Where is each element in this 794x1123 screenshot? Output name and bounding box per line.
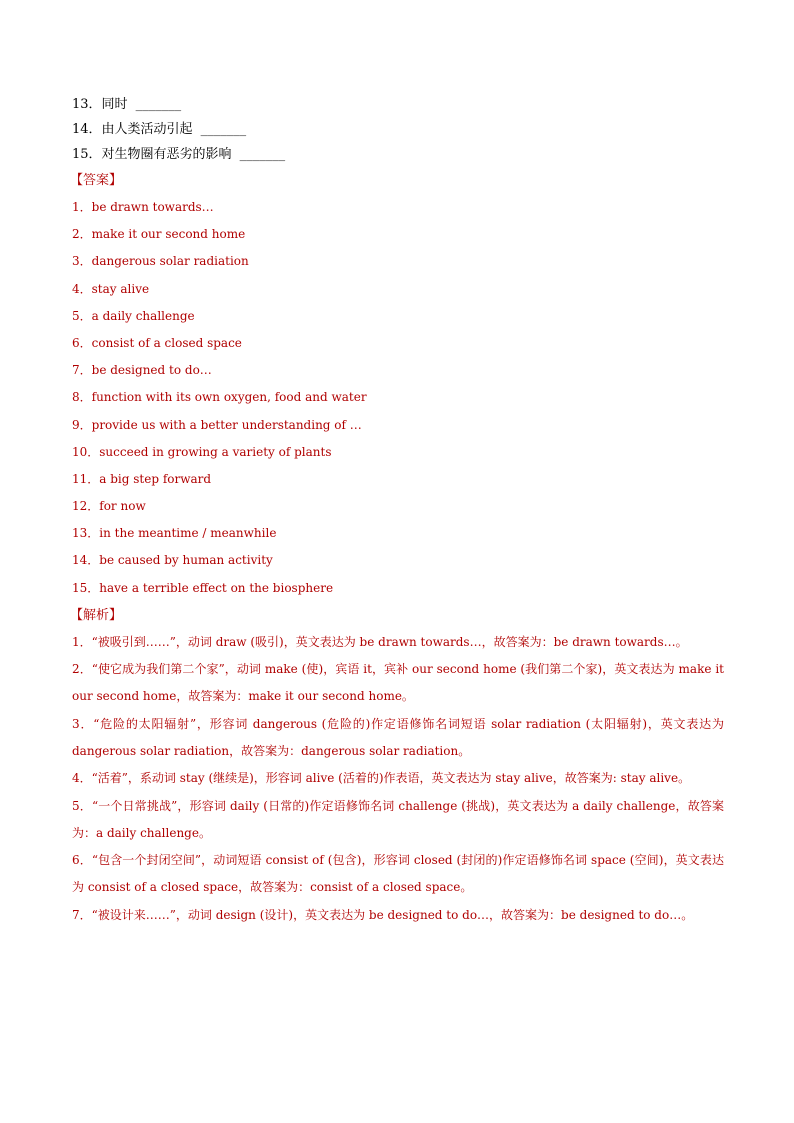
explanation-item: 5．“一个日常挑战”，形容词 daily (日常的)作定语修饰名词 challenge (挑战)，英文表达为 a daily challenge，故答案为：a daily challenge。 [72,798,724,840]
question-number: 15． [72,147,102,162]
answer-blank: _______ [200,122,247,137]
question-number: 14． [72,122,102,137]
answer-item: 5．a daily challenge [72,308,195,323]
question-15 [72,142,722,167]
question-14 [72,117,722,142]
answer-item: 14．be caused by human activity [72,553,273,568]
answer-item: 3．dangerous solar radiation [72,254,249,269]
question-13 [72,92,722,117]
explanation-item: 1．“被吸引到……”，动词 draw (吸引)，英文表达为 be drawn towards…，故答案为：be drawn towards…。 [72,634,688,649]
explanation-item: 6．“包含一个封闭空间”，动词短语 consist of (包含)，形容词 closed (封闭的)作定语修饰名词 space (空间)，英文表达为 consist of a closed space，故答案为：consist of a closed space。 [72,853,724,895]
answer-item: 2．make it our second home [72,227,246,242]
question-text: 对生物圈有恶劣的影响 [101,147,232,162]
answer-item: 10．succeed in growing a variety of plants [72,444,332,459]
answer-header: 【答案】 [70,173,123,188]
question-number: 13． [72,97,102,112]
question-text: 由人类活动引起 [101,122,193,137]
answer-item: 9．provide us with a better understanding of … [72,417,362,432]
answer-item: 4．stay alive [72,281,150,296]
explanation-item: 3．“危险的太阳辐射”，形容词 dangerous (危险的)作定语修饰名词短语 solar radiation (太阳辐射)，英文表达为 dangerous solar radiation，故答案为：dangerous solar radiation。 [72,716,724,758]
content [72,92,722,929]
answer-item: 6．consist of a closed space [72,335,242,350]
explanation-list [72,629,724,929]
explanation-item: 7．“被设计来……”，动词 design (设计)，英文表达为 be designed to do…，故答案为：be designed to do…。 [72,907,694,922]
answer-item: 11．a big step forward [72,471,212,486]
answer-item: 1．be drawn towards… [72,200,214,214]
answer-item: 15．have a terrible effect on the biosphere [72,580,334,595]
explanation-item: 2．“使它成为我们第二个家”，动词 make (使)，宾语 it，宾补 our second home (我们第二个家)，英文表达为 make it our second home，故答案为：make it our second home。 [72,662,724,704]
explanation-item: 4．“活着”，系动词 stay (继续是)，形容词 alive (活着的)作表语，英文表达为 stay alive，故答案为: stay alive。 [72,771,691,786]
answer-item: 8．function with its own oxygen, food and water [72,390,367,405]
answer-blank: _______ [135,97,182,112]
answer-list [72,194,722,602]
question-text: 同时 [101,97,128,112]
answer-item: 7．be designed to do… [72,363,212,378]
explanation-header: 【解析】 [70,607,123,623]
answer-item: 12．for now [72,499,146,514]
answer-blank: _______ [239,147,286,162]
answer-item: 13．in the meantime / meanwhile [72,526,277,541]
